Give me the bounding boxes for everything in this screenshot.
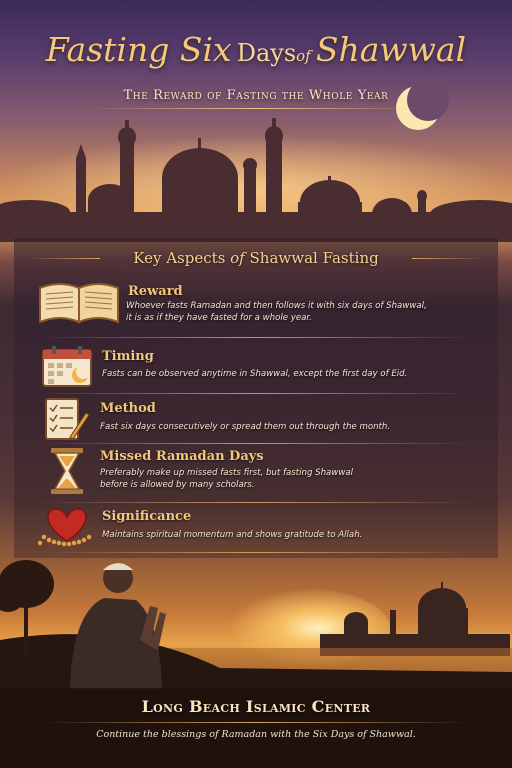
aspect-description-line: Preferably make up missed fasts first, but fasting Shawwal	[100, 468, 354, 478]
hourglass-icon	[50, 447, 84, 495]
aspect-description	[126, 300, 482, 324]
aspect-title: Significance	[102, 509, 192, 524]
footer-divider	[40, 722, 472, 723]
aspect-description	[102, 368, 482, 380]
footer-tagline: Continue the blessings of Ramadan with the Six Days of Shawwal.	[96, 729, 416, 740]
aspect-description	[100, 467, 480, 491]
aspect-missed-days	[36, 447, 484, 501]
divider	[40, 393, 472, 394]
aspect-method	[36, 397, 484, 445]
divider	[40, 552, 472, 553]
aspect-description-line: Fasts can be observed anytime in Shawwal, except the first day of Eid.	[102, 369, 408, 379]
section-heading-part1: Key Aspects	[133, 249, 226, 267]
section-heading-of: of	[230, 249, 245, 267]
organization-name: Long Beach Islamic Center	[141, 697, 371, 716]
section-heading-part3: Shawwal Fasting	[249, 249, 379, 267]
section-heading	[20, 244, 492, 272]
subtitle-divider	[86, 108, 426, 109]
crescent-moon-icon	[396, 79, 449, 130]
aspect-description-line: Whoever fasts Ramadan and then follows it with six days of Shawwal,	[126, 301, 427, 311]
aspect-description-line: Fast six days consecutively or spread them out through the month.	[100, 422, 391, 432]
divider	[40, 502, 472, 503]
title-of: of	[296, 47, 311, 65]
praying-man-silhouette	[70, 563, 166, 690]
aspect-description	[102, 529, 482, 541]
heart-prayer-beads-icon	[38, 505, 96, 549]
calendar-icon	[42, 345, 92, 387]
checklist-icon	[44, 397, 90, 441]
aspect-timing	[36, 343, 484, 391]
aspect-description	[100, 421, 480, 433]
distant-mosque	[320, 582, 510, 656]
page-title	[0, 30, 512, 69]
aspect-significance	[36, 505, 484, 551]
aspect-description-line: Maintains spiritual momentum and shows gratitude to Allah.	[102, 530, 363, 540]
title-fasting-six: Fasting Six	[45, 30, 232, 69]
aspect-title: Missed Ramadan Days	[100, 449, 264, 464]
aspect-description-line: it is as if they have fasted for a whole year.	[126, 313, 312, 323]
aspect-title: Reward	[128, 284, 183, 299]
aspect-title: Timing	[102, 349, 154, 364]
divider	[40, 337, 472, 338]
aspect-description-line: before is allowed by many scholars.	[100, 480, 255, 490]
title-days: Days	[236, 39, 297, 67]
divider	[40, 443, 472, 444]
aspect-reward	[36, 278, 484, 334]
open-book-icon	[38, 280, 120, 326]
title-shawwal: Shawwal	[315, 30, 467, 69]
aspect-title: Method	[100, 401, 156, 416]
page-subtitle: The Reward of Fasting the Whole Year	[123, 88, 389, 103]
